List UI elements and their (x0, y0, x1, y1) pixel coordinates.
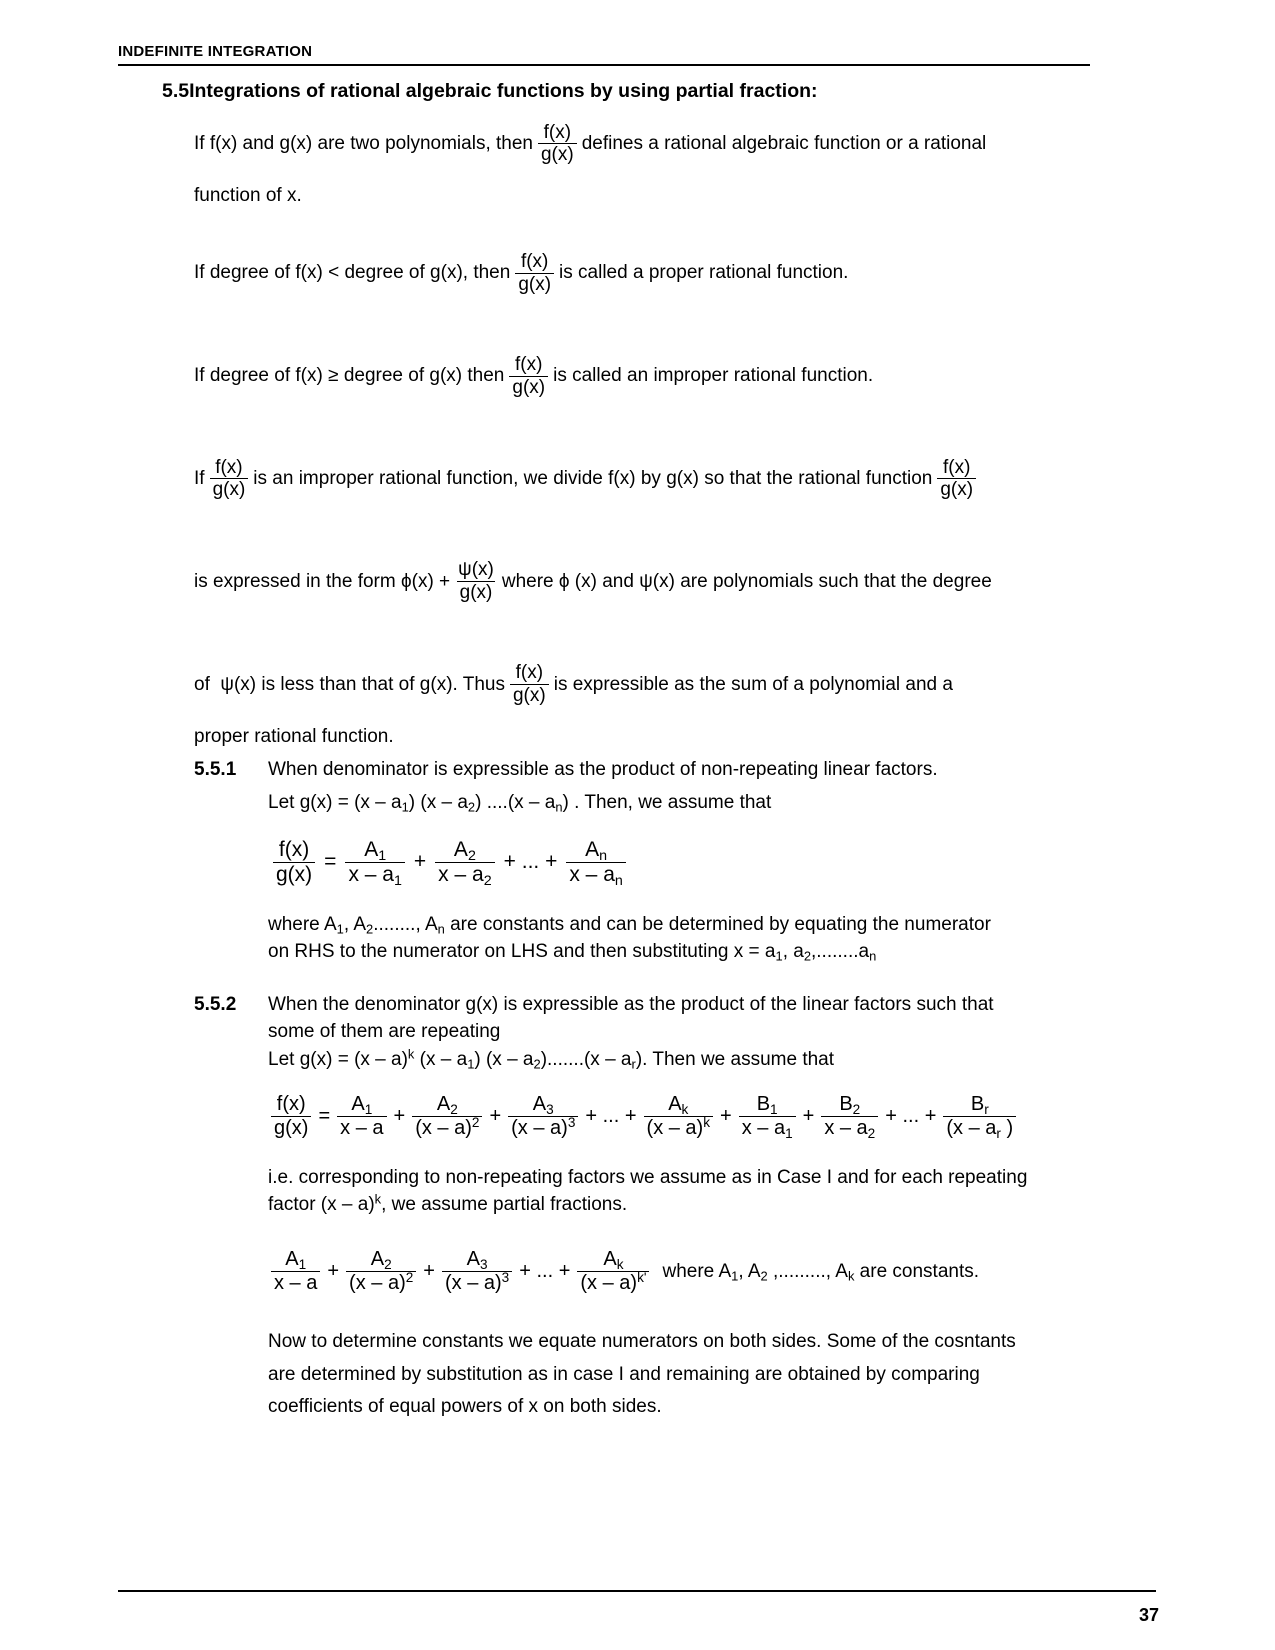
fraction-numerator: $B_1$ (756, 1093, 778, 1118)
fraction-denominator: g(x) (457, 581, 496, 603)
plus-sign: + (413, 850, 427, 874)
fraction-numerator: $A_1$ (285, 1248, 307, 1273)
fraction-numerator: $B_2$ (839, 1093, 861, 1118)
fraction-f-over-g (515, 252, 554, 295)
plus-sign: + (327, 1260, 340, 1283)
fraction-numerator: $A_n$ (585, 837, 608, 864)
subsection-5-5-1 (194, 757, 1102, 784)
footer-rule (118, 1590, 1156, 1592)
fraction-denominator: g(x) (509, 376, 548, 398)
intro-p1-after: defines a rational algebraic function or a rational (581, 132, 987, 154)
subsection-5-5-2-let-line (268, 1047, 1102, 1074)
fraction-denominator: g(x) (937, 478, 976, 500)
equation-term-a1 (337, 1094, 386, 1139)
fraction-denominator: (x – a)$^3$ (442, 1271, 512, 1294)
plus-sign: + (423, 1260, 435, 1283)
equation-term-ak (644, 1094, 713, 1139)
ellipsis-plus: + ... + (585, 1105, 637, 1128)
intro-p5-before: is expressed in the form ϕ(x) + (194, 570, 451, 592)
fraction-f-over-g (937, 458, 976, 501)
subsection-5-5-1-number: 5.5.1 (194, 758, 237, 780)
closing-line-2: are determined by substitution as in case I and remaining are obtained by comparing (268, 1363, 980, 1385)
subsection-5-5-2-number: 5.5.2 (194, 993, 237, 1015)
page-number: 37 (1138, 1605, 1159, 1625)
fraction-f-over-g (510, 663, 549, 706)
fraction-numerator: $A_2$ (436, 1093, 458, 1118)
fraction-numerator: $A_k$ (668, 1093, 689, 1118)
intro-p3-before: If degree of f(x) ≥ degree of g(x) then (194, 364, 505, 386)
equation-partial-fractions (268, 1249, 1179, 1294)
equation-term-b1 (739, 1093, 796, 1142)
fraction-numerator: f(x) (515, 662, 544, 684)
fraction-numerator: $B_r$ (970, 1093, 989, 1118)
intro-p5-after: where ϕ (x) and ψ(x) are polynomials such that the degree (501, 570, 992, 592)
equation-term-a2 (412, 1094, 482, 1139)
subsection-5-5-2-heading-line2: some of them are repeating (268, 1020, 501, 1042)
intro-p1-continuation: function of x. (194, 185, 302, 207)
equation-5-5-1 (268, 837, 1179, 889)
fraction-denominator: x – $a_1$ (345, 862, 404, 886)
fraction-numerator: f(x) (515, 353, 543, 375)
fraction-numerator: $A_3$ (466, 1248, 488, 1273)
header-rule (118, 64, 1090, 66)
fraction-denominator: ($x - a_r$ ) (943, 1116, 1016, 1139)
equals-sign: = (318, 1105, 331, 1128)
equation-lhs-fraction (271, 1094, 311, 1139)
note-line-1: where $A_1$, $A_2$........, $A_n$ are constants and can be determined by equating the numerator (268, 913, 991, 937)
fraction-f-over-g (210, 458, 249, 501)
fraction-numerator: $A_3$ (532, 1093, 554, 1118)
fraction-numerator: f(x) (215, 456, 243, 478)
fraction-denominator: g(x) (210, 478, 249, 500)
running-head: INDEFINITE INTEGRATION (118, 43, 313, 60)
intro-p2-after: is called a proper rational function. (559, 262, 849, 284)
fraction-numerator: f(x) (543, 121, 572, 143)
subsection-5-5-2 (194, 992, 1102, 1046)
fraction-f-over-g (538, 123, 577, 166)
equation-term-a3 (508, 1094, 578, 1139)
fraction-denominator: x – a (337, 1116, 386, 1139)
closing-line-3: coefficients of equal powers of x on both sides. (268, 1395, 662, 1417)
let-line-text: Let $g(x) = (x - a_1)$ $(x - a_2)$ $....(x - a_n)$ . Then, we assume that (268, 791, 772, 815)
intro-paragraph-2 (194, 252, 1094, 295)
equation-term-1 (345, 837, 404, 889)
intro-p1-before: If f(x) and g(x) are two polynomials, then (194, 132, 533, 154)
equation-lhs-fraction (273, 839, 315, 886)
ellipsis-plus: + ... + (519, 1260, 571, 1283)
fraction-numerator: $A_1$ (351, 1093, 373, 1118)
intro-paragraph-1 (194, 123, 1094, 208)
subsection-5-5-2-explanation (268, 1165, 1108, 1219)
intro-p6-continuation: proper rational function. (194, 726, 394, 748)
fraction-denominator: g(x) (273, 862, 315, 886)
subsection-5-5-1-let-line (268, 790, 1102, 817)
fraction-numerator: $A_2$ (453, 837, 476, 864)
plus-sign: + (489, 1105, 502, 1128)
intro-p6-after: is expressible as the sum of a polynomial and a (553, 673, 953, 695)
fraction-numerator: f(x) (520, 250, 549, 272)
explanation-line-2: factor (x – a)$^k$, we assume partial fractions. (268, 1191, 628, 1216)
equation-term-a2 (346, 1249, 416, 1294)
fraction-denominator: (x – a)$^k$ (644, 1116, 713, 1139)
where-clause: where $A_1$, $A_2$ ,........., $A_k$ are constants. (662, 1260, 980, 1284)
equation-term-br (943, 1093, 1016, 1142)
fraction-denominator: x – $a_n$ (566, 862, 625, 886)
intro-paragraph-4 (194, 458, 1174, 501)
fraction-numerator: $A_2$ (370, 1248, 392, 1273)
fraction-denominator: x – $a_1$ (739, 1116, 796, 1139)
fraction-denominator: g(x) (538, 143, 577, 165)
intro-p3-after: is called an improper rational function. (553, 364, 874, 386)
intro-p4-mid: is an improper rational function, we divide f(x) by g(x) so that the rational function (253, 467, 933, 489)
note-line-2: on RHS to the numerator on LHS and then substituting $x = a_1$, $a_2,........a_n$ (268, 940, 877, 964)
let-line-text: Let g(x) = (x – a)$^k$ $(x - a_1)$ $(x - a_2).......(x - a_r)$. Then we assume that (268, 1046, 835, 1073)
fraction-denominator: g(x) (510, 684, 549, 706)
fraction-numerator: f(x) (278, 837, 310, 861)
fraction-numerator: $A_1$ (364, 837, 387, 864)
fraction-denominator: (x – a)$^2$ (346, 1271, 416, 1294)
intro-p2-before: If degree of f(x) < degree of g(x), then (194, 262, 511, 284)
equation-5-5-2 (268, 1093, 1179, 1142)
equation-term-b2 (821, 1093, 878, 1142)
equation-term-ak (577, 1249, 649, 1294)
fraction-numerator: ψ(x) (458, 559, 494, 581)
fraction-numerator: f(x) (943, 456, 971, 478)
intro-paragraph-6 (194, 663, 1174, 748)
fraction-denominator: (x – a)$^2$ (412, 1116, 482, 1139)
intro-paragraph-3 (194, 355, 1094, 398)
explanation-line-1: i.e. corresponding to non-repeating factors we assume as in Case I and for each repeating (268, 1167, 1028, 1189)
fraction-psi-over-g (455, 560, 497, 603)
fraction-denominator: g(x) (271, 1116, 311, 1139)
subsection-5-5-1-heading: When denominator is expressible as the product of non-repeating linear factors. (268, 758, 938, 780)
plus-sign: + (802, 1105, 815, 1128)
fraction-denominator: (x – a)$^{k'}$ (577, 1271, 649, 1294)
intro-p4-before: If (194, 467, 205, 489)
ellipsis-plus: + ... + (503, 850, 558, 874)
plus-sign: + (393, 1105, 406, 1128)
fraction-f-over-g (509, 355, 548, 398)
fraction-denominator: x – $a_2$ (821, 1116, 878, 1139)
fraction-numerator: $A_k$ (603, 1248, 624, 1273)
closing-paragraph (268, 1326, 1108, 1423)
equation-term-2 (435, 837, 494, 889)
equation-term-a3 (442, 1249, 512, 1294)
equals-sign: = (324, 850, 337, 874)
fraction-denominator: g(x) (515, 273, 554, 295)
fraction-denominator: x – a (271, 1271, 320, 1294)
intro-paragraph-5 (194, 560, 1174, 603)
equation-term-a1 (271, 1249, 320, 1294)
intro-p6-before: of ψ(x) is less than that of g(x). Thus (194, 673, 505, 695)
fraction-numerator: f(x) (276, 1093, 306, 1116)
equation-term-n (566, 837, 625, 889)
ellipsis-plus: + ... + (885, 1105, 937, 1128)
fraction-denominator: (x – a)$^3$ (508, 1116, 578, 1139)
subsection-5-5-2-heading-line1: When the denominator g(x) is expressible as the product of the linear factors such that (268, 993, 994, 1015)
fraction-denominator: x – $a_2$ (435, 862, 494, 886)
plus-sign: + (720, 1105, 732, 1128)
subsection-5-5-1-note (268, 912, 1108, 966)
page-title: 5.5Integrations of rational algebraic functions by using partial fraction: (162, 79, 818, 102)
closing-line-1: Now to determine constants we equate numerators on both sides. Some of the cosntants (268, 1331, 1016, 1353)
